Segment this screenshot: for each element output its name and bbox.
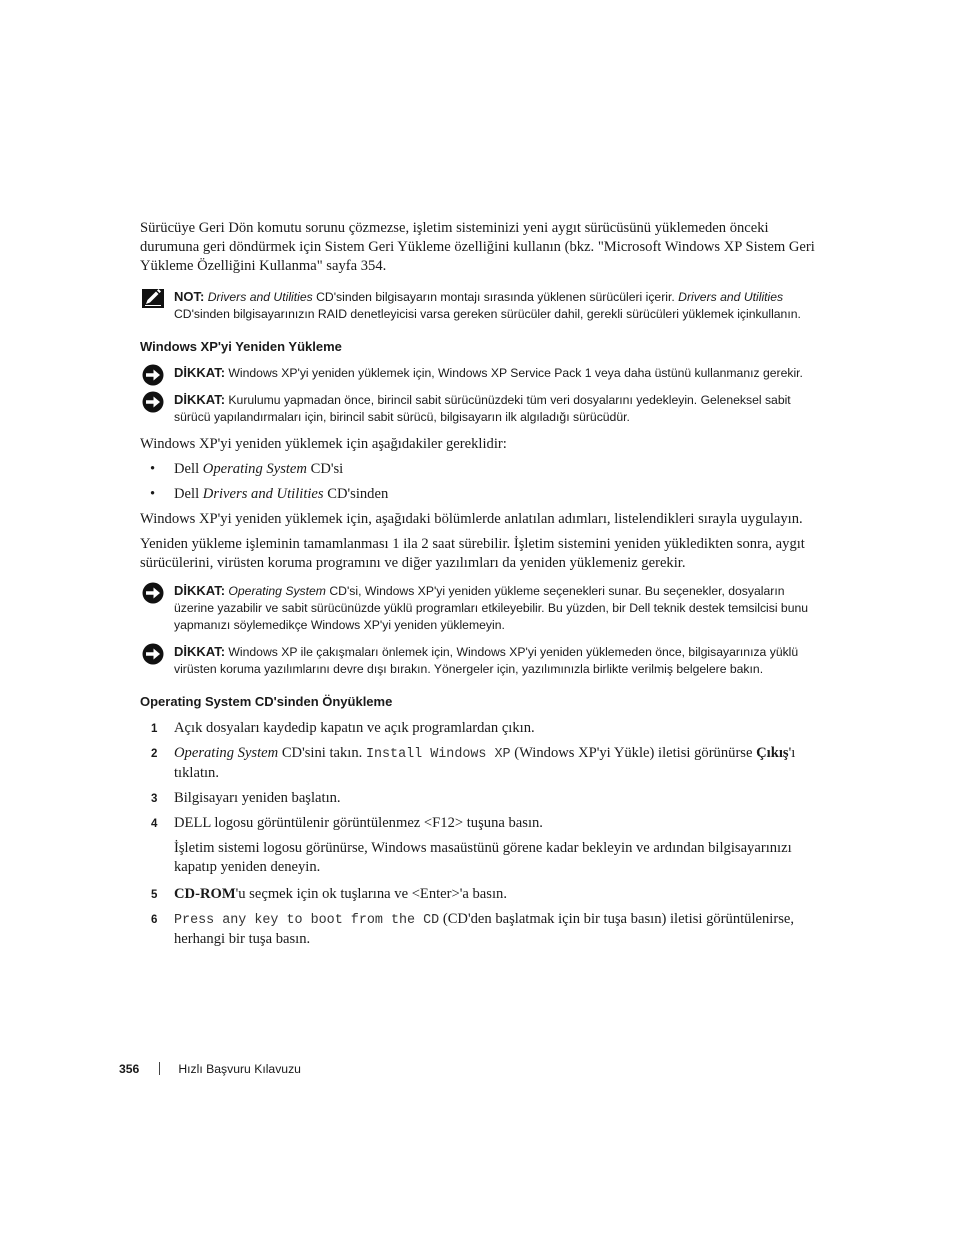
caution-label: DİKKAT: <box>174 644 226 659</box>
boot-steps-list <box>140 719 816 949</box>
note-text2: CD'sinden bilgisayarınızın RAID denetleyicisi varsa gereken sürücüler dahil, gerekli sürücüleri yüklemek içinkullanın. <box>174 307 801 321</box>
footer-title: Hızlı Başvuru Kılavuzu <box>178 1062 301 1076</box>
section-heading-reinstall: Windows XP'yi Yeniden Yükleme <box>140 339 342 354</box>
intro-paragraph: Sürücüye Geri Dön komutu sorunu çözmezse, işletim sisteminizi yeni aygıt sürücüsünü yüklemeden önceki durumuna geri döndürmek için Sistem Geri Yükleme özelliğini kullanın (bkz. "Microsoft Windows XP Sistem Geri Yükleme Özelliğini Kullanma" sayfa 354. <box>140 220 815 274</box>
footer-divider <box>159 1062 160 1075</box>
list-item: • Dell Operating System CD'si <box>150 461 344 477</box>
list-item: 6 Press any key to boot from the CD (CD'den başlatmak için bir tuşa basın) iletisi görüntülenirse, herhangi bir tuşa basın. <box>151 911 795 947</box>
list-item: 4 DELL logosu görüntülenir görüntülenmez <F12> tuşuna basın. İşletim sistemi logosu görünürse, Windows masaüstünü görene kadar bekleyin ve ardından bilgisayarınızı kapatıp yeniden deneyin. <box>140 814 816 877</box>
caution-text: CD'si, Windows XP'yi yeniden yükleme seçenekleri sunar. Bu seçenekler, dosyaların üzerine yazabilir ve sabit sürücünüzde yüklü programları etkileyebilir. Bu yüzden, bir Dell teknik destek temsilcisi bunu yapmanızı söylemedikçe Windows XP'yi yeniden yüklemeyin. <box>174 584 809 632</box>
caution-arrow-icon <box>141 364 165 386</box>
caution-arrow-icon <box>141 391 165 413</box>
caution-label: DİKKAT: <box>174 365 226 380</box>
caution-text: Windows XP'yi yeniden yüklemek için, Windows XP Service Pack 1 veya daha üstünü kullanmanız gerekir. <box>225 366 803 380</box>
note-em1: Drivers and Utilities <box>207 290 313 304</box>
note-label: NOT: <box>174 289 205 304</box>
caution-block-2 <box>140 391 816 426</box>
note-text1: CD'sinden bilgisayarın montajı sırasında yüklenen sürücüleri içerir. <box>312 290 679 304</box>
note-block <box>140 288 816 323</box>
list-item: 5 CD-ROM'u seçmek için ok tuşlarına ve <Enter>'a basın. <box>151 886 507 902</box>
duration-paragraph: Yeniden yükleme işleminin tamamlanması 1 ila 2 saat sürebilir. İşletim sistemini yeniden yükledikten sonra, aygıt sürücülerini, virüsten koruma programını ve diğer yazılımları da yeniden yüklemeniz gerekir. <box>140 536 805 571</box>
page-number: 356 <box>119 1062 140 1076</box>
list-item: 2 Operating System CD'sini takın. Install Windows XP (Windows XP'yi Yükle) iletisi görünürse Çıkış'ı tıklatın. <box>151 745 796 781</box>
note-pencil-icon <box>141 288 165 310</box>
requirements-list <box>140 460 816 504</box>
caution-em: Operating System <box>228 584 326 598</box>
requirements-intro: Windows XP'yi yeniden yüklemek için aşağıdakiler gereklidir: <box>140 436 507 452</box>
caution-label: DİKKAT: <box>174 583 226 598</box>
caution-text: Windows XP ile çakışmaları önlemek için, Windows XP'yi yeniden yüklemeden önce, bilgisayarınıza yüklü virüsten koruma yazılımlarını devre dışı bırakın. Yönergeler için, yazılımınızla birlikte verilmiş belgelere bakın. <box>174 645 799 676</box>
step-subtext: İşletim sistemi logosu görünürse, Windows masaüstünü görene kadar bekleyin ve ardından bilgisayarınızı kapatıp yeniden deneyin. <box>174 840 792 875</box>
caution-label: DİKKAT: <box>174 392 226 407</box>
list-item: 3 Bilgisayarı yeniden başlatın. <box>151 790 341 806</box>
list-item: 1 Açık dosyaları kaydedip kapatın ve açık programlardan çıkın. <box>151 720 535 736</box>
page-footer <box>119 1062 301 1076</box>
caution-text: Kurulumu yapmadan önce, birincil sabit sürücünüzdeki tüm veri dosyalarını yedekleyin. Geleneksel sabit sürücü yapılandırmaları için, birincil sabit sürücü, bilgisayarın ilk algıladığı sürücüdür. <box>174 393 791 424</box>
caution-block-1 <box>140 364 816 382</box>
section-heading-boot: Operating System CD'sinden Önyükleme <box>140 694 393 709</box>
list-item: • Dell Drivers and Utilities CD'sinden <box>150 486 389 502</box>
steps-order-paragraph: Windows XP'yi yeniden yüklemek için, aşağıdaki bölümlerde anlatılan adımları, listelendikleri sırayla uygulayın. <box>140 511 803 527</box>
caution-arrow-icon <box>141 643 165 665</box>
note-em2: Drivers and Utilities <box>678 290 784 304</box>
caution-arrow-icon <box>141 582 165 604</box>
caution-block-3 <box>140 582 816 634</box>
caution-block-4 <box>140 643 816 678</box>
page-content <box>140 219 816 955</box>
